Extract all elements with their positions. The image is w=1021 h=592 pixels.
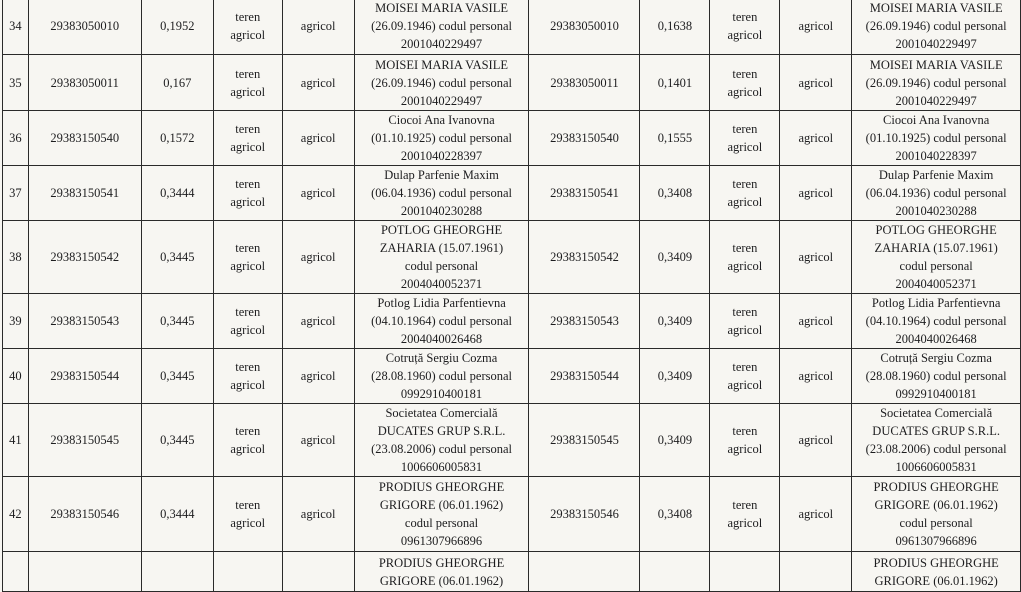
area-value-new: 0,3409 — [640, 221, 710, 294]
row-number: 37 — [3, 166, 29, 221]
table-row — [3, 349, 1021, 404]
category-word: teren — [732, 424, 758, 438]
table-row — [3, 477, 1021, 552]
category-word: teren — [732, 177, 758, 191]
category-word: agricol — [727, 84, 763, 99]
owner-line: (26.09.1946) codul personal — [371, 18, 513, 33]
category-word: teren — [732, 9, 758, 24]
land-category-new — [710, 0, 780, 55]
land-use: agricol — [282, 477, 354, 552]
owner-line: 2001040228397 — [895, 149, 977, 163]
category-word: teren — [732, 360, 758, 374]
cadastral-number-new: 29383150540 — [529, 111, 640, 166]
area-value-new: 0,3408 — [640, 477, 710, 552]
category-word: teren — [235, 122, 261, 136]
owner-line: 2001040230288 — [400, 204, 483, 218]
owner-cell — [354, 477, 529, 552]
land-category-new — [710, 221, 780, 294]
owner-line: (06.04.1936) codul personal — [865, 186, 1007, 200]
land-use: agricol — [282, 294, 354, 349]
category-word: agricol — [230, 195, 266, 209]
table-row — [3, 166, 1021, 221]
area-value: 0,1952 — [141, 0, 213, 55]
land-use-new: agricol — [780, 404, 852, 477]
category-word: teren — [732, 498, 758, 512]
owner-line: (04.10.1964) codul personal — [865, 314, 1007, 328]
category-word: teren — [235, 241, 261, 255]
owner-line: (04.10.1964) codul personal — [371, 314, 513, 328]
category-word: agricol — [727, 259, 763, 273]
category-word: teren — [235, 66, 261, 81]
cadastral-number: 29383150544 — [28, 349, 141, 404]
owner-cell-new — [852, 111, 1021, 166]
category-word: agricol — [230, 140, 266, 154]
land-use — [282, 552, 354, 592]
cadastral-number: 29383150540 — [28, 111, 141, 166]
category-word: agricol — [727, 140, 763, 154]
cadastral-number-new: 29383150542 — [529, 221, 640, 294]
owner-line: DUCATES GRUP S.R.L. — [872, 424, 1000, 438]
category-word: teren — [732, 66, 758, 81]
owner-line: Cotruță Sergiu Cozma — [385, 351, 498, 365]
owner-line: (23.08.2006) codul personal — [865, 442, 1007, 456]
area-value-new — [640, 552, 710, 592]
land-category-new — [710, 349, 780, 404]
land-use-new: agricol — [780, 349, 852, 404]
owner-line: Dulap Parfenie Maxim — [878, 168, 994, 182]
category-word: agricol — [727, 516, 763, 530]
land-use: agricol — [282, 349, 354, 404]
owner-line: GRIGORE (06.01.1962) — [874, 498, 998, 512]
owner-cell — [354, 166, 529, 221]
area-value — [141, 552, 213, 592]
cadastral-number-new: 29383150545 — [529, 404, 640, 477]
category-word: agricol — [727, 195, 763, 209]
owner-line: ZAHARIA (15.07.1961) — [379, 241, 504, 255]
owner-cell — [354, 552, 529, 592]
owner-line: (23.08.2006) codul personal — [371, 442, 513, 456]
owner-line: 0992910400181 — [895, 387, 977, 401]
cadastral-number-new: 29383150541 — [529, 166, 640, 221]
owner-cell — [354, 0, 529, 55]
owner-line: PRODIUS GHEORGHE — [873, 480, 999, 494]
row-number: 38 — [3, 221, 29, 294]
area-value-new: 0,1555 — [640, 111, 710, 166]
owner-line: POTLOG GHEORGHE — [380, 223, 503, 237]
cadastral-number-new: 29383050011 — [529, 55, 640, 111]
owner-line: (01.10.1925) codul personal — [865, 131, 1007, 145]
land-use-new: agricol — [780, 166, 852, 221]
category-word: agricol — [230, 27, 266, 42]
owner-line: (26.09.1946) codul personal — [865, 18, 1007, 33]
owner-line: codul personal — [899, 259, 973, 273]
area-value: 0,3445 — [141, 404, 213, 477]
cadastral-number-new: 29383150544 — [529, 349, 640, 404]
land-use: agricol — [282, 0, 354, 55]
land-use-new: agricol — [780, 111, 852, 166]
cadastral-number — [28, 552, 141, 592]
owner-line: 2004040052371 — [400, 277, 483, 291]
category-word: agricol — [727, 323, 763, 337]
owner-line: (26.09.1946) codul personal — [865, 75, 1007, 90]
owner-line: GRIGORE (06.01.1962) — [379, 498, 504, 512]
owner-line: 2001040229497 — [400, 93, 483, 108]
category-word: agricol — [230, 442, 266, 456]
category-word: agricol — [230, 259, 266, 273]
area-value-new: 0,1401 — [640, 55, 710, 111]
owner-cell — [354, 55, 529, 111]
category-word: agricol — [727, 378, 763, 392]
owner-line: MOISEI MARIA VASILE — [375, 0, 508, 15]
land-use: agricol — [282, 404, 354, 477]
owner-line: Societatea Comercială — [385, 406, 498, 420]
owner-line: MOISEI MARIA VASILE — [869, 57, 1003, 72]
owner-line: Ciocoi Ana Ivanovna — [388, 113, 495, 127]
owner-cell-new — [852, 349, 1021, 404]
category-word: agricol — [727, 442, 763, 456]
category-word: teren — [235, 9, 261, 24]
owner-line: 1006606005831 — [400, 460, 483, 474]
owner-line: 0992910400181 — [400, 387, 483, 401]
land-use: agricol — [282, 55, 354, 111]
owner-line: ZAHARIA (15.07.1961) — [874, 241, 998, 255]
owner-cell-new — [852, 477, 1021, 552]
area-value: 0,3445 — [141, 294, 213, 349]
owner-line: 2001040229497 — [400, 36, 483, 51]
owner-line: 2001040228397 — [400, 149, 483, 163]
table-row — [3, 221, 1021, 294]
area-value: 0,167 — [141, 55, 213, 111]
land-use-new — [780, 552, 852, 592]
area-value: 0,3445 — [141, 349, 213, 404]
table-body — [3, 0, 1021, 592]
owner-line: Potlog Lidia Parfentievna — [871, 296, 1001, 310]
land-use-new: agricol — [780, 0, 852, 55]
cadastral-number-new: 29383150543 — [529, 294, 640, 349]
owner-line: DUCATES GRUP S.R.L. — [377, 424, 506, 438]
land-category-new — [710, 111, 780, 166]
land-category-new — [710, 477, 780, 552]
land-category — [213, 111, 282, 166]
owner-line: 2004040052371 — [895, 277, 977, 291]
table-row — [3, 55, 1021, 111]
area-value: 0,3444 — [141, 477, 213, 552]
owner-cell-new — [852, 0, 1021, 55]
cadastral-number: 29383150543 — [28, 294, 141, 349]
category-word: agricol — [230, 516, 266, 530]
owner-line: 2001040229497 — [895, 36, 977, 51]
owner-line: 0961307966896 — [895, 534, 977, 548]
category-word: teren — [235, 360, 261, 374]
owner-cell-new — [852, 552, 1021, 592]
area-value-new: 0,3409 — [640, 404, 710, 477]
category-word: agricol — [230, 378, 266, 392]
land-use-new: agricol — [780, 221, 852, 294]
row-number: 40 — [3, 349, 29, 404]
land-use: agricol — [282, 166, 354, 221]
category-word: agricol — [230, 323, 266, 337]
land-use-new: agricol — [780, 294, 852, 349]
area-value-new: 0,3409 — [640, 294, 710, 349]
land-category — [213, 0, 282, 55]
owner-line: (28.08.1960) codul personal — [371, 369, 513, 383]
land-category — [213, 477, 282, 552]
land-category — [213, 349, 282, 404]
land-category — [213, 552, 282, 592]
owner-line: (06.04.1936) codul personal — [371, 186, 513, 200]
table-row — [3, 404, 1021, 477]
owner-line: PRODIUS GHEORGHE — [378, 480, 505, 494]
cadastral-number-new: 29383050010 — [529, 0, 640, 55]
owner-line: (01.10.1925) codul personal — [371, 131, 513, 145]
owner-cell-new — [852, 55, 1021, 111]
land-category-new — [710, 404, 780, 477]
land-category — [213, 294, 282, 349]
cadastral-number: 29383050011 — [28, 55, 141, 111]
area-value: 0,3445 — [141, 221, 213, 294]
cadastral-number: 29383150541 — [28, 166, 141, 221]
row-number: 42 — [3, 477, 29, 552]
owner-line: 2001040230288 — [895, 204, 977, 218]
cadastral-number: 29383150546 — [28, 477, 141, 552]
owner-cell-new — [852, 221, 1021, 294]
cadastral-number: 29383050010 — [28, 0, 141, 55]
category-word: teren — [235, 305, 261, 319]
row-number: 41 — [3, 404, 29, 477]
owner-line: PRODIUS GHEORGHE — [378, 555, 505, 570]
category-word: teren — [235, 498, 261, 512]
owner-line: (28.08.1960) codul personal — [865, 369, 1007, 383]
cadastral-number-new: 29383150546 — [529, 477, 640, 552]
row-number: 39 — [3, 294, 29, 349]
land-category — [213, 166, 282, 221]
owner-cell — [354, 349, 529, 404]
owner-line: Potlog Lidia Parfentievna — [377, 296, 506, 310]
area-value-new: 0,3409 — [640, 349, 710, 404]
owner-line: 2001040229497 — [895, 93, 977, 108]
owner-line: Ciocoi Ana Ivanovna — [883, 113, 990, 127]
category-word: teren — [732, 305, 758, 319]
land-use: agricol — [282, 111, 354, 166]
area-value-new: 0,1638 — [640, 0, 710, 55]
table-row — [3, 0, 1021, 55]
owner-line: Cotruță Sergiu Cozma — [880, 351, 992, 365]
category-word: teren — [235, 177, 261, 191]
land-use: agricol — [282, 221, 354, 294]
land-category-new — [710, 294, 780, 349]
owner-cell — [354, 221, 529, 294]
owner-cell — [354, 404, 529, 477]
cadastral-number: 29383150542 — [28, 221, 141, 294]
cadastral-number: 29383150545 — [28, 404, 141, 477]
owner-line: Dulap Parfenie Maxim — [384, 168, 499, 182]
land-use-new: agricol — [780, 55, 852, 111]
land-category-new — [710, 55, 780, 111]
owner-line: 1006606005831 — [895, 460, 977, 474]
category-word: agricol — [727, 27, 763, 42]
land-category — [213, 55, 282, 111]
owner-cell — [354, 111, 529, 166]
land-use-new: agricol — [780, 477, 852, 552]
row-number: 34 — [3, 0, 29, 55]
category-word: teren — [732, 241, 758, 255]
table-row — [3, 552, 1021, 592]
owner-line: 0961307966896 — [400, 534, 483, 548]
owner-cell-new — [852, 166, 1021, 221]
land-registry-table — [2, 0, 1021, 592]
row-number: 35 — [3, 55, 29, 111]
area-value: 0,1572 — [141, 111, 213, 166]
owner-line: (26.09.1946) codul personal — [371, 75, 513, 90]
owner-line: POTLOG GHEORGHE — [875, 223, 997, 237]
owner-line: GRIGORE (06.01.1962) — [379, 573, 504, 588]
category-word: teren — [235, 424, 261, 438]
category-word: agricol — [230, 84, 266, 99]
owner-line: codul personal — [404, 259, 479, 273]
owner-line: MOISEI MARIA VASILE — [869, 0, 1003, 15]
land-category — [213, 221, 282, 294]
owner-line: 2004040026468 — [400, 332, 483, 346]
row-number: 36 — [3, 111, 29, 166]
cadastral-number-new — [529, 552, 640, 592]
category-word: teren — [732, 122, 758, 136]
owner-cell-new — [852, 404, 1021, 477]
land-category — [213, 404, 282, 477]
owner-line: GRIGORE (06.01.1962) — [874, 573, 998, 588]
owner-line: codul personal — [404, 516, 479, 530]
owner-line: PRODIUS GHEORGHE — [873, 555, 999, 570]
area-value-new: 0,3408 — [640, 166, 710, 221]
land-category-new — [710, 166, 780, 221]
row-number — [3, 552, 29, 592]
owner-cell — [354, 294, 529, 349]
owner-line: codul personal — [899, 516, 973, 530]
area-value: 0,3444 — [141, 166, 213, 221]
owner-cell-new — [852, 294, 1021, 349]
table-row — [3, 294, 1021, 349]
land-category-new — [710, 552, 780, 592]
owner-line: MOISEI MARIA VASILE — [375, 57, 508, 72]
owner-line: Societatea Comercială — [880, 406, 993, 420]
table-row — [3, 111, 1021, 166]
owner-line: 2004040026468 — [895, 332, 977, 346]
